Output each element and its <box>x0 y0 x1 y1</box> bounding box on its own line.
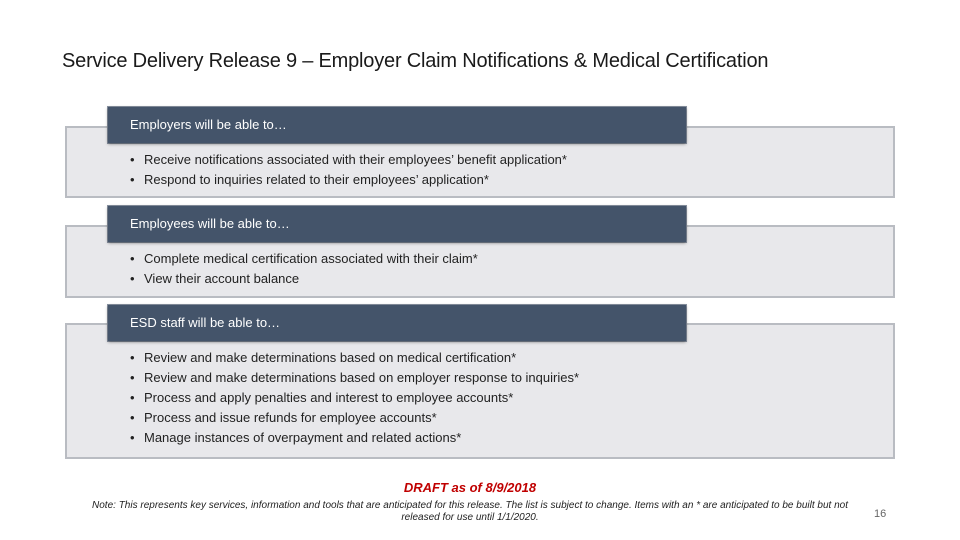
list-item: • Review and make determinations based on medical certification* <box>130 348 579 368</box>
employers-header: Employers will be able to… <box>108 107 686 143</box>
page-title: Service Delivery Release 9 – Employer Claim Notifications & Medical Certification <box>62 50 769 72</box>
employers-list <box>130 150 567 190</box>
list-item: • Respond to inquiries related to their employees’ application* <box>130 170 567 190</box>
draft-label: DRAFT as of 8/9/2018 <box>403 480 537 495</box>
employees-header: Employees will be able to… <box>108 206 686 242</box>
footnote: Note: This represents key services, information and tools that are anticipated for this release. The list is subject to change. Items with an * are anticipated to be built but not released for use until 1/1/2020. <box>92 500 848 523</box>
esd-staff-list <box>130 348 579 448</box>
employees-list <box>130 249 478 289</box>
list-item: • Receive notifications associated with their employees’ benefit application* <box>130 150 567 170</box>
list-item: • Manage instances of overpayment and related actions* <box>130 428 579 448</box>
page-number: 16 <box>874 508 887 520</box>
list-item: • Complete medical certification associated with their claim* <box>130 249 478 269</box>
list-item: • Review and make determinations based on employer response to inquiries* <box>130 368 579 388</box>
list-item: • Process and apply penalties and interest to employee accounts* <box>130 388 579 408</box>
list-item: • View their account balance <box>130 269 478 289</box>
esd-staff-header: ESD staff will be able to… <box>108 305 686 341</box>
list-item: • Process and issue refunds for employee accounts* <box>130 408 579 428</box>
